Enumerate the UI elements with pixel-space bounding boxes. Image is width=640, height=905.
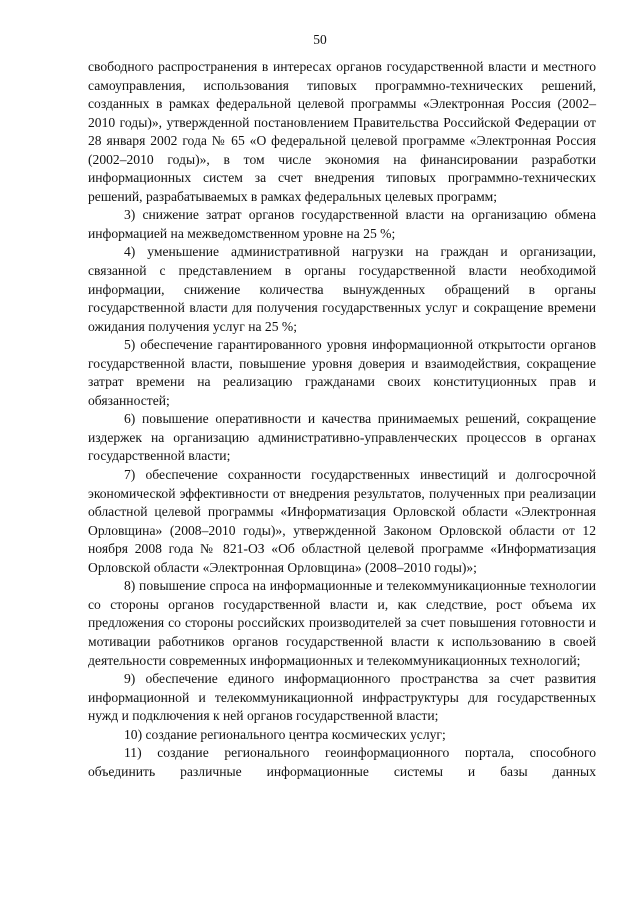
paragraph-item-5: 5) обеспечение гарантированного уровня информационной открытости органов государственной власти, повышение уровня доверия и взаимодействия, сокращение затрат времени на реализацию гражданами своих конституционных прав и обязанностей; [88,337,596,408]
paragraph-item-10: 10) создание регионального центра космических услуг; [124,726,446,742]
paragraph-item-7: 7) обеспечение сохранности государственных инвестиций и долгосрочной экономической эффективности от внедрения результатов, полученных при реализации областной целевой программы «Информатизация Орловской области «Электронная Орловщина» (2008–2010 годы)», утвержденной Законом Орловской области от 12 ноября 2008 года № 821-ОЗ «Об областной целевой программе «Информатизация Орловской области «Электронная Орловщина» (2008–2010 годы)»; [88,467,596,575]
page-number: 50 [313,32,327,47]
paragraph-continuation: свободного распространения в интересах органов государственной власти и местного самоуправления, использования типовых программно-технических решений, созданных в рамках федеральной целевой программы «Электронная Россия (2002–2010 годы)», утвержденной постановлением Правительства Российской Федерации от 28 января 2002 года № 65 «О федеральной целевой программе «Электронная Россия (2002–2010 годы)», в том числе экономия на финансировании разработки информационных систем за счет внедрения типовых программно-технических решений, разрабатываемых в рамках федеральных целевых программ; [88,59,596,204]
paragraph-item-8: 8) повышение спроса на информационные и телекоммуникационные технологии со стороны органов государственной власти и, как следствие, рост объема их предложения со стороны российских производителей за счет повышения готовности и мотивации работников органов государственной власти к использованию в своей деятельности современных информационных и телекоммуникационных технологий; [88,578,596,668]
paragraph-item-6: 6) повышение оперативности и качества принимаемых решений, сокращение издержек на организацию административно-управленческих процессов в органах государственной власти; [88,411,596,464]
document-body [88,58,596,781]
paragraph-item-9: 9) обеспечение единого информационного пространства за счет развития информационной и телекоммуникационной инфраструктуры для государственных нужд и подключения к ней органов государственной власти; [88,671,596,724]
paragraph-item-3: 3) снижение затрат органов государственной власти на организацию обмена информацией на межведомственном уровне на 25 %; [88,207,596,241]
paragraph-item-11: 11) создание регионального геоинформационного портала, способного объединить различные информационные системы и базы данных [88,745,596,779]
paragraph-item-4: 4) уменьшение административной нагрузки на граждан и организации, связанной с представлением в органы государственной власти необходимой информации, снижение количества вынужденных обращений в органы государственной власти для получения государственных услуг и сокращение времени ожидания получения услуг на 25 %; [88,244,596,334]
